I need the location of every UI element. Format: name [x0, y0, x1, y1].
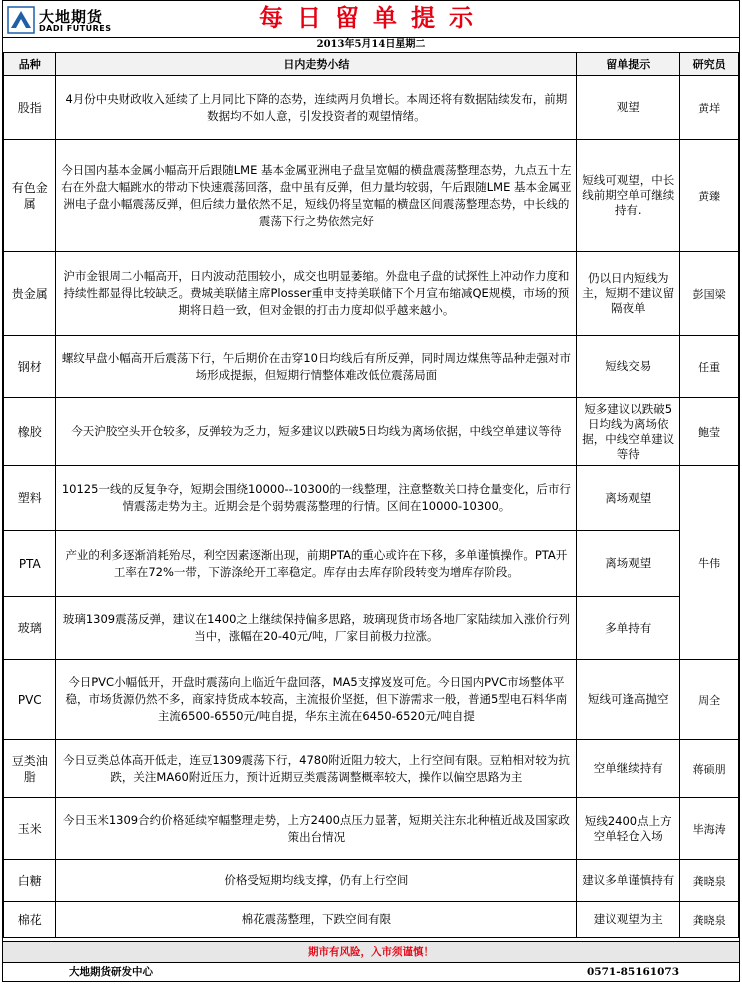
researcher-cell: 龚晓泉 — [680, 860, 739, 902]
variety-cell: 贵金属 — [4, 252, 56, 336]
summary-cell: 今日国内基本金属小幅高开后跟随LME 基本金属亚洲电子盘呈宽幅的横盘震荡整理态势，九点五十左右在外盘大幅跳水的带动下快速震荡回落，盘中虽有反弹，但力量均较弱，午后跟随LME 基本金属亚洲电子盘小幅震荡反弹，但后续力量依然不足，短线仍将呈宽幅的横盘区间震荡整理态势，中长线的震荡下行之势依然完好 — [56, 140, 577, 252]
table-row — [4, 531, 739, 597]
summary-cell: 今天沪胶空头开仓较多，反弹较为乏力，短多建议以跌破5日均线为离场依据，中线空单建议等待 — [56, 398, 577, 466]
table-row — [4, 252, 739, 336]
table-row — [4, 466, 739, 531]
tip-cell: 短线2400点上方空单轻仓入场 — [577, 798, 680, 860]
summary-cell: 螺纹早盘小幅高开后震荡下行，午后期价在击穿10日均线后有所反弹，同时周边煤焦等品种走强对市场形成提振，但短期行情整体难改低位震荡局面 — [56, 336, 577, 398]
tip-cell: 短线可逢高抛空 — [577, 660, 680, 740]
tip-cell: 短多建议以跌破5日均线为离场依据，中线空单建议等待 — [577, 398, 680, 466]
brand-name-en: DADI FUTURES — [39, 24, 112, 33]
variety-cell: 橡胶 — [4, 398, 56, 466]
table-row — [4, 798, 739, 860]
header-summary: 日内走势小结 — [56, 53, 577, 76]
tip-cell: 观望 — [577, 76, 680, 140]
report-sheet — [2, 0, 740, 982]
header-variety: 品种 — [4, 53, 56, 76]
researcher-cell: 黄垟 — [680, 76, 739, 140]
researcher-cell: 毕海涛 — [680, 798, 739, 860]
researcher-cell: 龚晓泉 — [680, 902, 739, 938]
table-header-row — [4, 53, 739, 76]
tip-cell: 仍以日内短线为主，短期不建议留隔夜单 — [577, 252, 680, 336]
tip-cell: 空单继续持有 — [577, 740, 680, 798]
variety-cell: 股指 — [4, 76, 56, 140]
variety-cell: PVC — [4, 660, 56, 740]
tip-cell: 离场观望 — [577, 531, 680, 597]
tip-cell: 多单持有 — [577, 597, 680, 660]
risk-notice: 期市有风险，入市须谨慎！ — [3, 941, 739, 962]
header-researcher: 研究员 — [680, 53, 739, 76]
summary-cell: 4月份中央财政收入延续了上月同比下降的态势，连续两月负增长。本周还将有数据陆续发布，前期数据均不如人意，引发投资者的观望情绪。 — [56, 76, 577, 140]
tip-cell: 短线可观望，中长线前期空单可继续持有. — [577, 140, 680, 252]
researcher-cell: 牛伟 — [680, 466, 739, 660]
summary-cell: 沪市金银周二小幅高开，日内波动范围较小，成交也明显萎缩。外盘电子盘的试探性上冲动作力度和持续性都显得比较缺乏。费城美联储主席Plosser重申支持美联储下个月宣布缩减QE规模，市场的预期将日趋一致，但对金银的打击力度却似乎越来越小。 — [56, 252, 577, 336]
researcher-cell: 周全 — [680, 660, 739, 740]
summary-cell: 今日PVC小幅低开，开盘时震荡向上临近午盘回落，MA5支撑岌岌可危。今日国内PVC市场整体平稳，市场货源仍然不多，商家持货成本较高，主流报价坚挺，但下游需求一般，普通5型电石料华南主流6500-6550元/吨自提，华东主流在6450-6520元/吨自提 — [56, 660, 577, 740]
page-title: 每日留单提示 — [259, 3, 487, 32]
researcher-cell: 任重 — [680, 336, 739, 398]
advice-table — [3, 52, 739, 938]
summary-cell: 产业的利多逐渐消耗殆尽，利空因素逐渐出现，前期PTA的重心或许在下移，多单谨慎操作。PTA开工率在72%一带，下游涤纶开工率稳定。库存由去库存阶段转变为增库存阶段。 — [56, 531, 577, 597]
table-row — [4, 597, 739, 660]
summary-cell: 今日玉米1309合约价格延续窄幅整理走势，上方2400点压力显著，短期关注东北种植近战及国家政策出台情况 — [56, 798, 577, 860]
summary-cell: 棉花震荡整理，下跌空间有限 — [56, 902, 577, 938]
company-logo — [7, 6, 119, 34]
summary-cell: 今日豆类总体高开低走，连豆1309震荡下行，4780附近阻力较大，上行空间有限。豆粕相对较为抗跌，关注MA60附近压力，预计近期豆类震荡调整概率较大，操作以偏空思路为主 — [56, 740, 577, 798]
variety-cell: 塑料 — [4, 466, 56, 531]
footer — [3, 962, 739, 982]
table-row — [4, 902, 739, 938]
variety-cell: PTA — [4, 531, 56, 597]
variety-cell: 豆类油脂 — [4, 740, 56, 798]
table-row — [4, 140, 739, 252]
variety-cell: 钢材 — [4, 336, 56, 398]
brand-mark-icon — [7, 6, 35, 34]
table-row — [4, 860, 739, 902]
contact-phone: 0571-85161073 — [587, 966, 680, 978]
variety-cell: 白糖 — [4, 860, 56, 902]
variety-cell: 玻璃 — [4, 597, 56, 660]
tip-cell: 短线交易 — [577, 336, 680, 398]
header-tip: 留单提示 — [577, 53, 680, 76]
tip-cell: 建议多单谨慎持有 — [577, 860, 680, 902]
summary-cell: 10125一线的反复争夺，短期会围绕10000--10300的一线整理，注意整数关口持仓量变化，后市行情震荡走势为主。近期会是个弱势震荡整理的行情。区间在10000-10300。 — [56, 466, 577, 531]
variety-cell: 棉花 — [4, 902, 56, 938]
researcher-cell: 彭国梁 — [680, 252, 739, 336]
summary-cell: 价格受短期均线支撑，仍有上行空间 — [56, 860, 577, 902]
researcher-cell: 鲍莹 — [680, 398, 739, 466]
tip-cell: 离场观望 — [577, 466, 680, 531]
brand-name-cn: 大地期货 — [39, 8, 104, 26]
report-date: 2013年5月14日星期二 — [3, 37, 739, 52]
header — [3, 1, 739, 37]
table-row — [4, 336, 739, 398]
table-row — [4, 76, 739, 140]
researcher-cell: 黄臻 — [680, 140, 739, 252]
table-row — [4, 660, 739, 740]
summary-cell: 玻璃1309震荡反弹，建议在1400之上继续保持偏多思路，玻璃现货市场各地厂家陆续加入涨价行列当中，涨幅在20-40元/吨，厂家目前极力拉涨。 — [56, 597, 577, 660]
tip-cell: 建议观望为主 — [577, 902, 680, 938]
researcher-cell: 蒋硕朋 — [680, 740, 739, 798]
table-row — [4, 740, 739, 798]
table-row — [4, 398, 739, 466]
variety-cell: 有色金属 — [4, 140, 56, 252]
variety-cell: 玉米 — [4, 798, 56, 860]
research-center: 大地期货研发中心 — [69, 966, 153, 978]
